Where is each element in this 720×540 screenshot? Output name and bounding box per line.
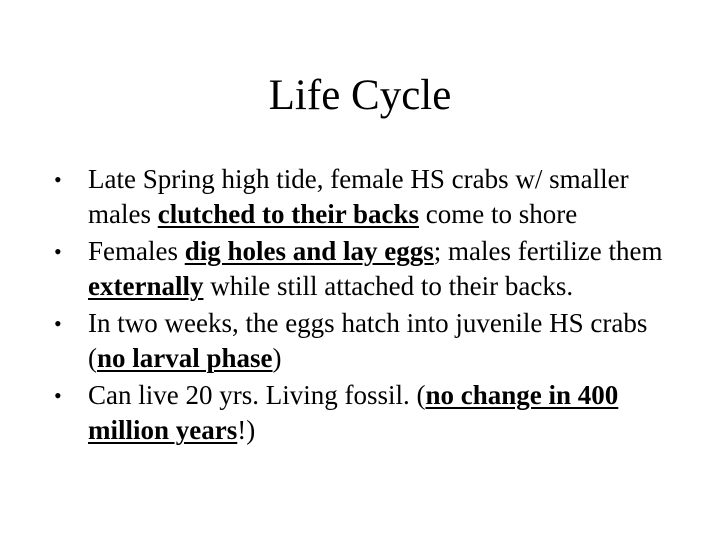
bullet-dot-icon: • xyxy=(54,311,62,336)
bullet-segment: !) xyxy=(237,415,256,445)
bullet-item xyxy=(52,378,682,448)
bullet-segment: Late Spring high tide, female HS crabs w/ smaller males xyxy=(88,164,629,229)
bullet-emphasis: clutched to their backs xyxy=(157,199,419,229)
bullet-segment: In two weeks, the eggs hatch into juvenile HS crabs ( xyxy=(88,308,648,373)
bullet-text xyxy=(88,236,662,301)
bullet-segment: while still attached to their backs. xyxy=(203,271,574,301)
bullet-emphasis: no larval phase xyxy=(97,343,273,373)
bullet-item xyxy=(52,162,682,232)
bullet-dot-icon: • xyxy=(54,167,62,192)
bullet-segment: ; males fertilize them xyxy=(433,236,663,266)
bullet-emphasis: externally xyxy=(88,271,204,301)
bullet-dot-icon: • xyxy=(54,239,62,264)
bullet-segment: ) xyxy=(272,343,282,373)
bullet-emphasis: no change in 400 million years xyxy=(88,380,619,445)
bullet-dot-icon: • xyxy=(54,383,62,408)
bullet-text xyxy=(88,380,618,445)
bullet-segment: Can live 20 yrs. Living fossil. ( xyxy=(88,380,426,410)
bullet-segment: come to shore xyxy=(418,199,578,229)
bullet-item xyxy=(52,234,682,304)
bullet-text xyxy=(88,164,629,229)
slide-title: Life Cycle xyxy=(268,72,452,119)
bullet-text xyxy=(88,308,647,373)
bullet-emphasis: dig holes and lay eggs xyxy=(184,236,434,266)
bullet-item xyxy=(52,306,682,376)
bullet-list xyxy=(52,162,682,450)
bullet-segment: Females xyxy=(88,236,185,266)
